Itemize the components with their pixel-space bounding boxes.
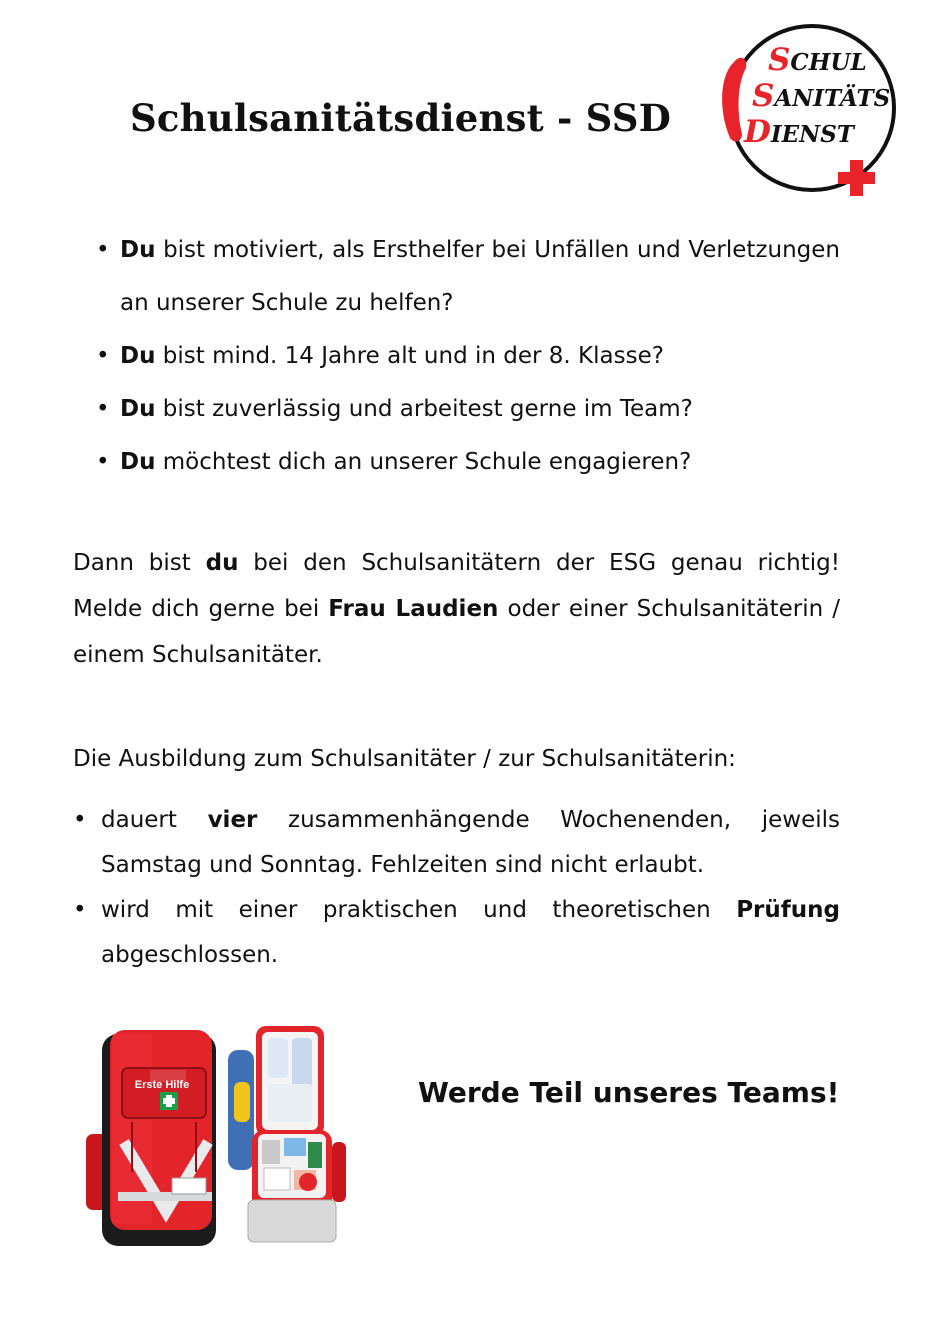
page-title: Schulsanitätsdienst - SSD <box>130 96 671 140</box>
logo-line-2: SANITÄTS <box>752 78 891 114</box>
logo-line-1: SCHUL <box>768 42 867 78</box>
call-to-action: Werde Teil unseres Teams! <box>418 1076 840 1109</box>
first-aid-backpack-image <box>80 1022 350 1247</box>
contact-paragraph: Dann bist du bei den Schulsanitätern der ESG genau richtig! Melde dich gerne bei Frau Laudien oder einer Schulsanitäterin / einem Schulsanitäter. <box>73 550 840 668</box>
list-item: • Du möchtest dich an unserer Schule engagieren? <box>96 436 840 489</box>
list-item: • Du bist mind. 14 Jahre alt und in der 8. Klasse? <box>96 330 840 383</box>
backpack-open <box>228 1026 346 1242</box>
list-item: • Du bist zuverlässig und arbeitest gerne im Team? <box>96 383 840 436</box>
training-bullet-list <box>73 798 840 978</box>
list-item: • wird mit einer praktischen und theoretischen Prüfung abgeschlossen. <box>73 888 840 978</box>
list-item: • dauert vier zusammenhängende Wochenenden, jeweils Samstag und Sonntag. Fehlzeiten sind nicht erlaubt. <box>73 798 840 888</box>
ssd-logo <box>712 20 902 200</box>
backpack-closed <box>86 1030 216 1246</box>
intro-bullet-list <box>96 224 840 489</box>
training-heading: Die Ausbildung zum Schulsanitäter / zur Schulsanitäterin: <box>73 746 736 772</box>
logo-line-3: DIENST <box>744 114 854 150</box>
list-item: • Du bist motiviert, als Ersthelfer bei Unfällen und Verletzungen an unserer Schule zu helfen? <box>96 224 840 330</box>
logo-swoosh <box>722 58 746 142</box>
bag-label: Erste Hilfe <box>134 1079 190 1091</box>
